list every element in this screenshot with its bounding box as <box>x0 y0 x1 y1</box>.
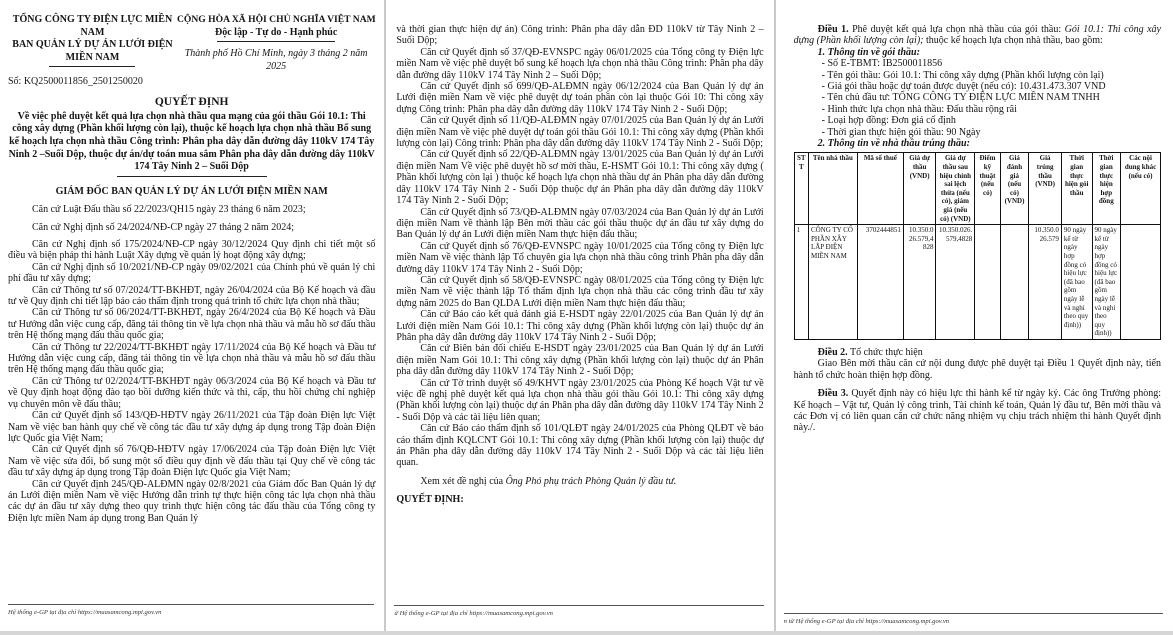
text-run: Căn cứ Quyết định số 76/QĐ-HĐTV ngày 17/06/2024 của Tập đoàn Điện lực Việt Nam về việc sửa đổi, bổ sung một số điều quy định về đấu thầu tại Quy chế về công tác đầu tư xây dựng áp dụng trong Tập đoàn Điện lực Quốc gia Việt Nam; <box>8 444 376 479</box>
text-run: Điều 3. <box>817 388 849 400</box>
table-header-cell: Giá dự thầu (VND) <box>903 153 936 225</box>
paragraph <box>396 378 763 424</box>
paragraph <box>396 309 763 343</box>
text-run: Căn cứ Quyết định số 11/QĐ-ALĐMN ngày 07/01/2025 của Ban Quản lý dự án Lưới điện miền Nam về việc phê duyệt dự toán gói thầu Gói 10.1: Thi công xây dựng (Phần khối lượng còn lại) Công trình: Phân pha dây dẫn đường dây 110kV 174 Tây Ninh 2 - Suối Dộp; <box>396 115 764 150</box>
list-item <box>794 92 1161 103</box>
paragraph <box>8 222 375 233</box>
text-run: Căn cứ Biên bản đối chiếu E-HSDT ngày 23/01/2025 của Ban Quản lý dự án Lưới điện miền Nam Gói 10.1: Thi công xây dựng (Phần khối lượng còn lại) thuộc dự án Phân pha dây dẫn đường dây 110kV 174 Tây Ninh 2 - Suối Dộp; <box>396 343 764 378</box>
text-run: Điều 1. <box>817 24 849 35</box>
paragraph <box>396 149 763 206</box>
table-header-cell: Giá đánh giá (nếu có) (VND) <box>1000 153 1029 225</box>
table-cell: 90 ngày kể từ ngày hợp đồng có hiệu lực (đã bao gồm ngày lễ và nghỉ theo quy định)) <box>1061 225 1092 340</box>
page-2-body <box>396 24 763 506</box>
text-run: Phê duyệt kết quả lựa chọn nhà thầu của gói thầu: <box>848 24 1065 35</box>
list-item <box>794 115 1161 126</box>
paragraph <box>8 285 375 308</box>
table-cell: 10.350.026.579,4828 <box>936 225 975 340</box>
paragraph <box>8 204 375 215</box>
paragraph <box>396 494 763 505</box>
text-run: Xem xét đề nghị của <box>420 475 506 487</box>
text-run: Tổ chức thực hiện <box>847 346 923 358</box>
list-item <box>794 70 1161 81</box>
text-run: Căn cứ Quyết định số 22/QĐ-ALĐMN ngày 13/01/2025 của Ban Quản lý dự án Lưới điện miền Nam Về việc phê duyệt hồ sơ mời thầu, E-HSMT Gói 10.1: Thi công xây dựng ( Phần khối lượng còn lại ) thuộc kế hoạch lựa chọn nhà thầu dự án Phân pha dây dẫn đường dây 110kV 174 Tây Ninh 2 - Suối Dộp thuộc dự án Phân pha dây dẫn đường dây 110kV 174 Tây Ninh 2 - Suối Dộp; <box>396 149 764 207</box>
table-cell: CÔNG TY CỔ PHẦN XÂY LẮP ĐIỆN MIỀN NAM <box>808 225 857 340</box>
paragraph <box>794 347 1161 358</box>
paragraph <box>794 358 1161 381</box>
org-unit-name: BAN QUẢN LÝ DỰ ÁN LƯỚI ĐIỆN MIỀN NAM <box>12 39 173 63</box>
text-run: Căn cứ Luật Đấu thầu số 22/2023/QH15 ngày 23 tháng 6 năm 2023; <box>32 204 306 216</box>
paragraph <box>794 24 1161 47</box>
paragraph <box>396 476 763 487</box>
header-left-column <box>8 14 177 87</box>
text-run: Ông Phó phụ trách Phòng Quản lý đầu tư. <box>505 475 677 487</box>
table-header-cell: STT <box>794 153 808 225</box>
document-subtitle: Về việc phê duyệt kết quả lựa chọn nhà thầu qua mạng của gói thầu Gói 10.1: Thi công xây dựng (Phần khối lượng còn lại), thuộc kế hoạch lựa chọn nhà thầu Bổ sung kế hoạch lựa chọn nhà thầu Công trình: Phân pha dây dẫn đường dây 110kV 174 Tây Ninh 2 –Suối Dộp, thuộc dự án/dự toán mua sắm Phân pha dây dẫn đường dây 110kV 174 Tây Ninh 2 – Suối Dộp <box>8 110 375 173</box>
table-header-cell: Tên nhà thầu <box>808 153 857 225</box>
paragraph <box>8 376 375 410</box>
table-cell: 90 ngày kể từ ngày hợp đồng có hiệu lực (đã bao gồm ngày lễ và nghỉ theo quy định)) <box>1092 225 1121 340</box>
paragraph <box>8 307 375 341</box>
text-run: Căn cứ Thông tư số 06/2024/TT-BKHĐT, ngày 26/4/2024 của Bộ Kế hoạch và Đầu tư Hướng dẫn việc cung cấp, đăng tải thông tin về lựa chọn nhà thầu và mẫu hồ sơ đấu thầu trên Hệ thống mạng đấu thầu quốc gia; <box>8 307 376 342</box>
table-header-cell: Thời gian thực hiện gói thầu <box>1061 153 1092 225</box>
page-footer <box>8 604 374 617</box>
paragraph <box>396 81 763 115</box>
text-run: Căn cứ Quyết định số 73/QĐ-ALĐMN ngày 07/03/2024 của Ban Quản lý dự án Lưới điện miền Nam về thành lập Bên mời thầu các gói thầu thuộc dự án đầu tư xây dựng do Ban Quản lý dự án Lưới điện miền Nam thực hiện đấu thầu; <box>396 206 764 241</box>
paragraph <box>8 479 375 525</box>
text-run: Giao Bên mời thầu căn cứ nội dung được phê duyệt tại Điều 1 Quyết định này, tiến hành tổ chức hoàn thiện hợp đồng. <box>793 358 1161 381</box>
divider <box>217 41 335 42</box>
header-right-column <box>177 14 375 87</box>
paragraph <box>794 388 1161 434</box>
text-run: - Giá gói thầu hoặc dự toán được duyệt (nếu có): 10.431.473.307 VND <box>821 81 1106 93</box>
text-run: Căn cứ Quyết định 245/QĐ-ALĐMN ngày 02/8/2021 của Giám đốc Ban Quản lý dự án Lưới điện miền Nam về việc Hướng dẫn trình tự thực hiện công tác lựa chọn nhà thầu các dự án đầu tư xây dựng theo quy trình thực hiện công tác đấu thầu của Tổng công ty Điện lực miền Nam áp dụng trong Ban Quản lý <box>8 478 376 524</box>
paragraph <box>396 207 763 241</box>
table-header-row <box>794 153 1160 225</box>
table-cell: 1 <box>794 225 808 340</box>
footer-text: n từ Hệ thống e-GP tại địa chỉ https://muasamcong.mpi.gov.vn <box>783 618 950 625</box>
place-date: Thành phố Hồ Chí Minh, ngày 3 tháng 2 năm 2025 <box>184 48 368 72</box>
text-run: - Số E-TBMT: IB2500011856 <box>821 58 943 70</box>
text-run: Căn cứ Tờ trình duyệt số 49/KHVT ngày 23/01/2025 của Phòng Kế hoạch Vật tư về việc đề nghị phê duyệt kết quả lựa chọn nhà thầu gói thầu Gói 10.1: Thi công xây dựng (Phần khối lượng còn lại) thuộc dự án Phân pha dây dẫn đường dây 110kV 174 Tây Ninh 2 - Suối Dộp và các tài liệu liên quan; <box>396 377 764 423</box>
table-cell <box>1000 225 1029 340</box>
winner-table <box>794 152 1161 339</box>
table-header-cell: Mã số thuế <box>857 153 903 225</box>
list-item <box>794 58 1161 69</box>
text-run: - Hình thức lựa chọn nhà thầu: Đấu thầu rộng rãi <box>821 103 1017 115</box>
document-header <box>8 14 375 87</box>
table-cell <box>1121 225 1161 340</box>
table-cell: 3702444851 <box>857 225 903 340</box>
text-run: và thời gian thực hiện dự án) Công trình: Phân pha dây dẫn ĐD 110kV từ Tây Ninh 2 – Suối Dộp; <box>396 24 764 47</box>
national-title: CỘNG HÒA XÃ HỘI CHỦ NGHĨA VIỆT NAM <box>176 14 376 25</box>
text-run: - Tên gói thầu: Gói 10.1: Thi công xây dựng (Phần khối lượng còn lại) <box>821 69 1104 81</box>
paragraph <box>8 410 375 444</box>
text-run: 1. Thông tin về gói thầu: <box>817 46 920 58</box>
document-number: Số: KQ2500011856_2501250020 <box>8 76 143 87</box>
paragraph <box>396 47 763 81</box>
text-run: Căn cứ Nghị định số 10/2021/NĐ-CP ngày 09/02/2021 của Chính phủ về quản lý chi phí đầu tư xây dựng; <box>8 261 376 285</box>
text-run: - Thời gian thực hiện gói thầu: 90 Ngày <box>821 126 981 138</box>
table-cell <box>975 225 1001 340</box>
text-run: Căn cứ Nghị định số 175/2024/NĐ-CP ngày 30/12/2024 Quy định chi tiết một số điều và biện pháp thi hành Luật Xây dựng về quản lý hoạt động xây dựng; <box>8 239 376 262</box>
page-3 <box>776 0 1173 631</box>
text-run: Căn cứ Nghị định số 24/2024/NĐ-CP ngày 27 tháng 2 năm 2024; <box>32 221 294 233</box>
list-item <box>794 127 1161 138</box>
page-3-body-top <box>794 24 1161 149</box>
paragraph <box>396 423 763 469</box>
page-1-body <box>8 204 375 524</box>
paragraph <box>396 24 763 47</box>
text-run: Gói 10.1: Thi công xây dựng (Phần khối lượng còn lại); <box>793 24 1161 47</box>
national-motto: Độc lập - Tự do - Hạnh phúc <box>215 26 338 38</box>
list-item <box>794 81 1161 92</box>
text-run: 2. Thông tin về nhà thầu trúng thầu: <box>817 138 970 150</box>
paragraph <box>8 239 375 262</box>
table-header-cell: Điểm kỹ thuật (nếu có) <box>975 153 1001 225</box>
paragraph <box>396 275 763 309</box>
table-header-cell: Giá dự thầu sau hiệu chỉnh sai lệch thừa (nếu có), giảm giá (nếu có) (VND) <box>936 153 975 225</box>
text-run: Quyết định này có hiệu lực thi hành kể từ ngày ký. Các ông Trưởng phòng: Kế hoạch – Vật tư, Quản lý công trình, Tài chính kế toán, Quản lý đầu tư, Bên mời thầu và các Đơn vị có liên quan căn cứ chức năng nhiệm vụ chịu trách nhiệm thi hành Quyết định này./. <box>793 388 1161 434</box>
text-run: Căn cứ Thông tư 02/2024/TT-BKHĐT ngày 06/3/2024 của Bộ Kế hoạch và Đầu tư về Quy định hoạt động đào tạo bồi dưỡng kiến thức và thi, cấp, thu hồi chứng chỉ nghiệp vụ chuyên môn về đấu thầu; <box>8 375 376 410</box>
table-header-cell: Thời gian thực hiện hợp đồng <box>1092 153 1121 225</box>
page-footer <box>394 605 763 618</box>
text-run: Căn cứ Báo cáo thẩm định số 101/QLĐT ngày 24/01/2025 của Phòng QLĐT về báo cáo thẩm định KQLCNT Gói 10.1: Thi công xây dựng (Phần khối lượng còn lại) thuộc dự án Phân pha dây dẫn đường dây 110kV 174 Tây Ninh 2 - Suối Dộp và các tài liệu liên quan. <box>396 423 764 469</box>
text-run: thuộc kế hoạch lựa chọn nhà thầu, bao gồm: <box>923 35 1103 47</box>
divider <box>49 66 135 67</box>
page-3-body-bottom <box>794 347 1161 434</box>
text-run: Căn cứ Quyết định số 76/QĐ-EVNSPC ngày 10/01/2025 của Tổng công ty Điện lực miền Nam về việc thành lập Tổ chuyên gia lựa chọn nhà thầu công trình Phân pha dây dẫn đường dây 110kV 174 Tây Ninh 2 - Suối Dộp; <box>396 240 764 275</box>
page-1 <box>0 0 384 631</box>
table-cell: 10.350.026.579,4828 <box>903 225 936 340</box>
text-run: Điều 2. <box>817 346 848 358</box>
table-cell: 10.350.026.579 <box>1029 225 1062 340</box>
text-run: Căn cứ Quyết định số 37/QĐ-EVNSPC ngày 06/01/2025 của Tổng công ty Điện lực miền Nam về việc phê duyệt bổ sung kế hoạch lựa chọn nhà thầu Công trình: Phân pha dây dẫn đường dây 110kV 174 Tây Ninh 2 – Suối Dộp; <box>396 46 764 81</box>
footer-text: Hệ thống e-GP tại địa chỉ https://muasamcong.mpi.gov.vn <box>8 609 162 616</box>
issuer-title: GIÁM ĐỐC BAN QUẢN LÝ DỰ ÁN LƯỚI ĐIỆN MIỀN NAM <box>55 185 328 197</box>
paragraph <box>8 444 375 478</box>
page-footer <box>784 613 1163 626</box>
table-row <box>794 225 1160 340</box>
page-2 <box>386 0 773 631</box>
document-title: QUYẾT ĐỊNH <box>154 96 229 109</box>
table-header-cell: Các nội dung khác (nếu có) <box>1121 153 1161 225</box>
text-run: Căn cứ Quyết định số 58/QĐ-EVNSPC ngày 08/01/2025 của Tổng công ty Điện lực miền Nam về việc thành lập Tổ thẩm định lựa chọn nhà thầu các công trình đầu tư xây dựng năm 2025 do Ban QLDA Lưới điện miền Nam thực hiện đấu thầu; <box>396 274 764 309</box>
paragraph <box>396 241 763 275</box>
paragraph <box>396 115 763 149</box>
paragraph <box>396 343 763 377</box>
paragraph <box>794 138 1161 149</box>
text-run: Căn cứ Quyết định số 699/QĐ-ALĐMN ngày 06/12/2024 của Ban Quản lý dự án Lưới điện miền Nam về việc phê duyệt dự toán phần còn lại thuộc Gói 10: Thi công xây dựng Công trình: Phân pha dây dẫn đường dây 110kV 174 Tây Ninh 2 - Suối Dộp; <box>396 81 764 115</box>
text-run: - Tên chủ đầu tư: TỔNG CÔNG TY ĐIỆN LỰC MIỀN NAM TNHH <box>821 92 1100 104</box>
paragraph <box>8 342 375 376</box>
footer-text: ừ Hệ thống e-GP tại địa chỉ https://muasamcong.mpi.gov.vn <box>394 610 553 617</box>
paragraph <box>8 262 375 285</box>
divider <box>117 176 267 177</box>
list-item <box>794 104 1161 115</box>
table-header-cell: Giá trúng thầu (VND) <box>1029 153 1062 225</box>
text-run: Căn cứ Thông tư số 07/2024/TT-BKHĐT, ngày 26/04/2024 của Bộ Kế hoạch và đầu tư về Quy định chi tiết lập báo cáo thẩm định trong quá trình tổ chức lựa chọn nhà thầu; <box>8 284 376 308</box>
text-run: Căn cứ Thông tư 22/2024/TT-BKHĐT ngày 17/11/2024 của Bộ Kế hoạch và Đầu tư Hướng dẫn việc cung cấp, đăng tải thông tin về lựa chọn nhà thầu và mẫu hồ sơ đấu thầu trên Hệ thống mạng đấu thầu quốc gia; <box>8 341 376 376</box>
org-parent-name: TỔNG CÔNG TY ĐIỆN LỰC MIỀN NAM <box>12 14 173 38</box>
text-run: - Loại hợp đồng: Đơn giá cố định <box>821 115 956 127</box>
text-run: QUYẾT ĐỊNH: <box>396 494 464 506</box>
paragraph <box>794 47 1161 58</box>
text-run: Căn cứ Quyết định số 143/QĐ-HĐTV ngày 26/11/2021 của Tập đoàn Điện lực Việt Nam về việc ban hành quy chế về công tác đầu tư xây dựng áp dụng trong Tập đoàn Điện lực Quốc gia Việt Nam; <box>8 410 376 444</box>
text-run: Căn cứ Báo cáo kết quả đánh giá E-HSDT ngày 22/01/2025 của Ban Quản lý dự án Lưới điện miền Nam Gói 10.1: Thi công xây dựng (Phần khối lượng còn lại) thuộc dự án Phân pha dây dẫn đường dây 110kV 174 Tây Ninh 2 - Suối Dộp; <box>396 309 764 343</box>
